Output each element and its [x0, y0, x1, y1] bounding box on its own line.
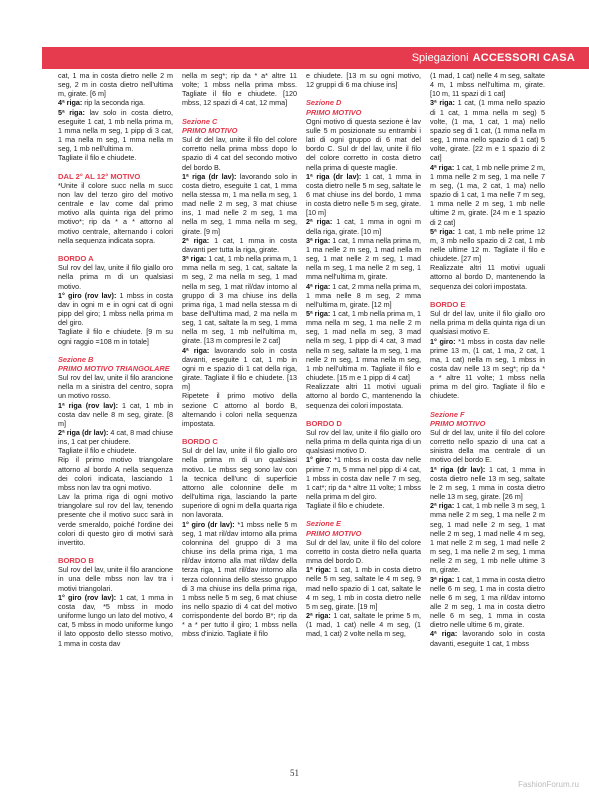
instruction-text: lav solo in costa dietro, eseguite 1 cat, 1 mb nella prima m, 1 mma nella m seg, 1 pipp di 3 cat, 1 ma nella m seg, 1 mma nella m seg, 1 mb nell'ultima m.	[58, 107, 173, 154]
section-heading: BORDO E	[430, 299, 466, 309]
row-label: 1° giro (rov lav):	[58, 592, 117, 602]
instruction-paragraph	[430, 309, 545, 336]
instruction-paragraph	[182, 172, 297, 236]
instruction-text: Tagliate il filo e chiudete.	[58, 446, 137, 456]
instruction-paragraph	[306, 309, 421, 382]
instruction-paragraph	[430, 227, 545, 264]
watermark: FashionForum.ru	[518, 780, 579, 789]
instruction-paragraph	[58, 98, 173, 107]
instruction-paragraph	[430, 501, 545, 574]
row-label: 4ª riga:	[430, 162, 455, 172]
row-label: 5ª riga:	[306, 309, 331, 318]
subsection-heading: PRIMO MOTIVO TRIANGOLARE	[58, 363, 170, 373]
instruction-paragraph	[58, 401, 173, 428]
instruction-paragraph	[182, 135, 297, 172]
instruction-text: e chiudete. [13 m su ogni motivo, 12 gruppi di 6 ma chiuse ins]	[306, 71, 421, 90]
instruction-paragraph	[58, 593, 173, 648]
instruction-text: 1 cat, 1 mma in costa dietro nelle 13 m seg, saltate le 2 m seg, 1 mma in costa dietro nelle 13 m seg, girate. [26 m]	[430, 464, 545, 502]
instruction-paragraph	[58, 446, 173, 455]
instruction-text: *Unite il colore succ nella m succ non lav del terzo giro del motivo centrale e lav come dal primo motivo alla quinta riga del primo motivo*; rip da * a * attorno al motivo centrale, alternando i colori nella sequenza indicata sopra.	[58, 180, 173, 245]
instruction-text: 4 cat, 8 mad chiuse ins, 1 cat per chiudere.	[58, 428, 173, 447]
instruction-paragraph	[306, 565, 421, 611]
section-heading: BORDO B	[58, 556, 94, 566]
instruction-paragraph	[182, 71, 297, 108]
row-label: 2ª riga:	[306, 217, 333, 227]
row-label: 4ª riga:	[58, 98, 83, 108]
row-label: 1ª riga (rov lav):	[58, 400, 119, 410]
row-label: 4ª riga:	[306, 281, 331, 291]
row-label: 3ª riga:	[306, 235, 331, 245]
row-label: 5ª riga:	[58, 107, 85, 117]
instruction-text: 1 cat, 1 mma in costa dav, *5 mbss in modo uniforme lungo un lato del motivo, 4 cat, 5 mbss in modo uniforme lungo il lato opposto dello stesso motivo, 1 mma in costa dav	[58, 592, 173, 648]
section-heading: BORDO A	[58, 253, 94, 263]
instruction-text: 1 cat, 1 mb nella prima m, 1 mma nella m seg, 1 ma nelle 2 m seg, 1 mad nella m seg, 3 mad nella m seg, 1 pipp di 4 cat, 3 mad nella m seg, saltate la m seg, 1 ma nelle 2 m seg, 1 mma nella m seg, 1 mb nell'ultima m. Tagliate il filo e chiudete. [15 m e 1 pipp di 4 cat]	[306, 309, 421, 383]
row-label: 1° giro (rov lav):	[58, 290, 117, 300]
subsection-heading: Sezione C	[182, 116, 218, 126]
instruction-paragraph	[430, 337, 545, 401]
instruction-paragraph	[182, 446, 297, 519]
row-label: 1° giro:	[430, 336, 456, 346]
row-label: 1° giro (dr lav):	[182, 519, 235, 529]
instruction-paragraph	[58, 428, 173, 446]
instruction-paragraph	[306, 611, 421, 638]
subsection-heading: Sezione E	[306, 519, 341, 529]
instruction-text: *1 mbss in costa dav nelle prime 7 m, 5 mma nel pipp di 4 cat, 1 mbss in costa dav nelle 7 m seg, 1 cat*; rip da * altre 11 volte; 1 mbss nella prima m del giro.	[306, 455, 421, 502]
instruction-text: (1 mad, 1 cat) nelle 4 m seg, saltate 4 m, 1 mbss nell'ultima m, girate. [10 m, 11 spazi di 1 cat]	[430, 71, 545, 99]
instruction-paragraph	[58, 291, 173, 328]
subsection-heading: PRIMO MOTIVO	[182, 125, 238, 135]
instruction-paragraph	[58, 108, 173, 154]
row-label: 1ª riga (dr lav):	[306, 171, 362, 181]
instruction-paragraph	[430, 71, 545, 98]
row-label: 4ª riga:	[430, 629, 458, 639]
instruction-text: 1 cat, 1 mb in costa dav nelle 8 m seg, girate. [8 m]	[58, 400, 173, 428]
row-label: 4ª riga:	[182, 345, 210, 355]
section-title: ACCESSORI CASA	[472, 52, 575, 64]
section-heading: BORDO C	[182, 437, 218, 447]
instruction-paragraph	[430, 465, 545, 502]
instruction-text: Realizzate altri 11 motivi uguali attorno al bordo C, mantenendo la sequenza dei colori impostata.	[306, 382, 421, 410]
instruction-paragraph	[182, 236, 297, 254]
instruction-text: 1 cat, 1 mma in costa dietro nelle 6 m seg, 1 ma in costa dietro nelle 6 m seg, 1 ma ril/dav intorno alle 2 m seg, 1 ma in costa dietro nelle 6 m seg, 1 mma in costa dietro nelle ultime 6 m, girate.	[430, 574, 545, 630]
instruction-paragraph	[306, 282, 421, 309]
instruction-text: 1 cat, 1 mma in costa davanti per tutta la riga, girate.	[182, 235, 297, 254]
instruction-text: 1 cat, saltate le prime 5 m, (1 mad, 1 cat) nelle 4 m seg, (1 mad, 1 cat) 2 volte nella m seg,	[306, 611, 421, 639]
row-label: 3ª riga:	[430, 574, 455, 584]
instruction-text: 1 mbss in costa dav in ogni m e in ogni cat di ogni pipp del giro; 1 mbss nella prima m del giro.	[58, 290, 173, 328]
column-1	[58, 71, 173, 763]
row-label: 1° giro:	[306, 455, 332, 465]
instruction-text: 1 cat, 1 mb nelle prime 2 m, 1 mma nelle 2 m seg, 1 ma nelle 7 m seg, (1 ma, 2 cat, 1 ma) nello spazio di 1 cat, 1 ma nelle 7 m seg, 1 mma nelle 2 m seg, 1 mb nelle ultime 2 m, girate. [24 m e 1 spazio di 2 cat]	[430, 162, 545, 227]
instruction-paragraph	[430, 263, 545, 290]
instruction-text: nella m seg*; rip da * a* altre 11 volte; 1 mbss nella prima mbss. Tagliate il filo e chiudete. [120 mbss, 12 spazi di 4 cat, 12 mma]	[182, 71, 297, 108]
instruction-text: 1 cat, 1 mb nelle prime 12 m, 3 mb nello spazio di 2 cat, 1 mb nelle ultime 12 m. Tagliate il filo e chiudete. [27 m]	[430, 226, 545, 264]
instruction-text: 1 cat, 1 mma nella prima m, 1 ma nelle 2 m seg, 1 mad nella m seg, 1 mat nelle 2 m seg, 1 mad nella m seg, 1 ma nelle 2 m seg, 1 mma nell'ultima m, girate.	[306, 235, 421, 282]
instruction-text: Ripetete il primo motivo della sezione C attorno al bordo B, alternando i colori nella sequenza impostata.	[182, 391, 297, 428]
instruction-paragraph	[306, 71, 421, 89]
instruction-text: Ogni motivo di questa sezione è lav sulle 5 m posizionate su entrambi i lati di ogni gruppo di 6 mat del bordo C. Sul dr del lav, unite il filo del colore corretto in costa dietro nella prima di queste maglie.	[306, 116, 421, 172]
instruction-paragraph	[306, 217, 421, 235]
row-label: 2ª riga:	[430, 501, 455, 511]
instruction-text: Sul rov del lav, unite il filo giallo oro nella prima m di un qualsiasi motivo.	[58, 263, 173, 291]
row-label: 1ª riga (dr lav):	[182, 171, 237, 181]
instruction-text: 1 cat, 2 mma nella prima m, 1 mma nelle 8 m seg, 2 mma nell'ultima m, girate. [12 m]	[306, 281, 421, 309]
section-heading: BORDO D	[306, 418, 342, 428]
instruction-text: *1 mbss in costa dav nelle prime 13 m, (1 cat, 1 ma, 2 cat, 1 ma, 1 cat) nella m seg, 1 mbss in costa dav nelle 13 m seg*; rip da * a * altre 11 volte; 1 mbss nella prima m del giro. Tagliate il filo e chiudete.	[430, 336, 545, 401]
instruction-paragraph	[182, 254, 297, 346]
instruction-text: cat, 1 ma in costa dietro nelle 2 m seg, 2 m in costa dietro nell'ultima m, girate. [6 m]	[58, 71, 173, 99]
instruction-paragraph	[306, 538, 421, 565]
instruction-text: 1 cat, 1 mb nella prima m, 1 mma nella m seg, 1 cat, saltate la m seg, 2 ma nella m seg, 1 mad nella m seg, 1 mat ril/dav intorno al gruppo di 3 ma chiuse ins della prima riga, 1 mad nella stessa m di base dell'ultima mad, 2 ma nella m seg, 1 cat, saltate la m seg, 1 mma nella m seg, 1 mb nell'ultima m, girate. [13 m compresi le 2 cat]	[182, 254, 297, 346]
instruction-paragraph	[430, 575, 545, 630]
instruction-text: lavorando solo in costa davanti, eseguite 1 cat, 1 mb in ogni m e spazio di 1 cat della riga, girate. Tagliate il filo e chiudete. [13 m]	[182, 345, 297, 392]
instruction-paragraph	[58, 71, 173, 98]
row-label: 2ª riga (dr lav):	[58, 428, 109, 437]
section-header-bar	[42, 47, 589, 69]
subsection-heading: Sezione F	[430, 409, 465, 419]
instruction-text: 1 cat, 1 mb nelle 3 m seg, 1 mma nelle 2 m seg, 1 ma nelle 2 m seg, 1 mad nelle 2 m seg, 1 mat nelle 2 m seg, 1 mad nelle 4 m seg, 1 mat nelle 2 m seg, 1 mad nelle 2 m seg, 1 ma nelle 2 m seg, 1 mma nelle 2 m seg, 1 mb nelle ultime 3 m, girate.	[430, 501, 545, 575]
instruction-text: Rip il primo motivo triangolare attorno al bordo A nella sequenza dei colori indicata, lasciando 1 mbss non lav tra ogni motivo.	[58, 455, 173, 492]
instruction-text: Tagliate il filo e chiudete.	[58, 153, 137, 163]
instruction-text: Sul rov del lav, unite il filo arancione in una delle mbss non lav tra i motivi triangolari.	[58, 565, 173, 593]
row-label: 1ª riga:	[306, 565, 332, 575]
subsection-heading: Sezione D	[306, 98, 342, 108]
instruction-text: 1 cat, 1 mb in costa dietro nelle 5 m seg, saltate le 4 m seg, 9 mad nello spazio di 1 cat, saltate le 4 m seg, 1 mb in costa dietro nelle 5 m seg, girate. [19 m]	[306, 565, 421, 611]
instruction-text: Realizzate altri 11 motivi uguali attorno al bordo D, mantenendo la sequenza dei colori impostata.	[430, 263, 545, 291]
instruction-paragraph	[430, 163, 545, 227]
instruction-paragraph	[182, 346, 297, 392]
instruction-paragraph	[58, 455, 173, 492]
instruction-paragraph	[306, 172, 421, 218]
instruction-text: lavorando solo in costa davanti, eseguite 1 cat, 1 mbss	[430, 629, 545, 648]
instruction-paragraph	[58, 327, 173, 345]
row-label: 2ª riga:	[306, 611, 331, 621]
column-3	[306, 71, 421, 763]
instruction-text: Tagliate il filo e chiudete.	[306, 501, 385, 511]
top-margin	[0, 0, 589, 48]
instruction-paragraph	[182, 391, 297, 428]
instruction-paragraph	[58, 492, 173, 547]
instruction-paragraph	[306, 428, 421, 455]
section-label: Spiegazioni	[411, 52, 469, 64]
instruction-text: 1 cat, (1 mma nello spazio di 1 cat, 1 mma nella m seg) 5 volte, (1 ma, 1 cat, 1 ma) nello spazio seg di 1 cat, (1 mma nella m seg, 1 mma nello spazio di 1 cat) 5 volte, girate. [22 m e 1 spazio di 2 cat]	[430, 98, 545, 163]
row-label: 3ª riga:	[182, 254, 207, 264]
section-heading: DAL 2° AL 12° MOTIVO	[58, 171, 141, 181]
instruction-paragraph	[58, 565, 173, 592]
instruction-text: Sul dr del lav, unite il filo del colore corretto nella prima mbss dopo lo spazio di 4 cat del secondo motivo del bordo B.	[182, 135, 297, 172]
instruction-paragraph	[430, 98, 545, 162]
subsection-heading: PRIMO MOTIVO	[430, 418, 486, 428]
instruction-text: Lav la prima riga di ogni motivo triangolare sul rov del lav, tenendo presente che il motivo succ sarà in verde smeraldo, poiché l'ordine dei colori di questo giro di motivi sarà invertito.	[58, 492, 173, 547]
instruction-paragraph	[58, 373, 173, 400]
instruction-paragraph	[306, 455, 421, 501]
instruction-text: 1 cat, 1 mma in ogni m della riga, girate. [10 m]	[306, 217, 421, 236]
instruction-paragraph	[58, 263, 173, 290]
instruction-paragraph	[58, 153, 173, 162]
instruction-text: Sul dr del lav, unite il filo del colore corretto in costa dietro nella quarta mma del bordo D.	[306, 537, 421, 566]
row-label: 3ª riga:	[430, 98, 455, 108]
instruction-text: Sul dr del lav, unite il filo giallo oro nella prima m della quinta riga di un qualsiasi motivo E.	[430, 309, 545, 337]
instruction-paragraph	[182, 520, 297, 639]
instruction-paragraph	[306, 382, 421, 409]
instruction-paragraph	[58, 181, 173, 245]
row-label: 2ª riga:	[182, 235, 210, 245]
subsection-heading: PRIMO MOTIVO	[306, 107, 362, 117]
instruction-text: lavorando solo in costa dietro, eseguite 1 cat, 1 mma nella stessa m, 1 ma nella m seg, 1 mad nelle 2 m seg, 3 mat chiuse ins, 1 mad nelle 2 m seg, 1 ma nella m seg, 1 mma nella m seg, girate. [9 m]	[182, 171, 297, 236]
instruction-paragraph	[306, 236, 421, 282]
instruction-text: rip la seconda riga.	[82, 98, 145, 108]
instruction-paragraph	[430, 629, 545, 647]
page-number: 51	[290, 768, 299, 778]
row-label: 5ª riga:	[430, 226, 455, 236]
instruction-text: *1 mbss nelle 5 m seg, 1 mat ril/dav intorno alla prima colonnina del gruppo di 3 ma chiuse ins della prima riga, 1 ma ril/dav intorno alla mat ril/dav della terza riga, 1 mat ril/dav intorno alla terza colonnina dello stesso gruppo di 3 ma chiuse ins della prima riga, 1 mbss nelle 5 m seg, 6 mat chiuse ins nello spazio di 4 cat del motivo corrispondente del bordo B*; rip da * a * per tutto il giro; 1 mbss nella mbss d'inizio. Tagliate il filo	[182, 519, 297, 639]
instruction-text: 1 cat, 1 mma in costa dietro nelle 5 m seg, saltate le 6 mat chiuse ins del bordo, 1 mma in costa dietro nelle 5 m seg, girate. [10 m]	[306, 171, 421, 218]
instruction-text: Sul dr del lav, unite il filo giallo oro nella prima m di un qualsiasi motivo. Le mbss seg sono lav con la tecnica dell'unc di superficie attorno alle colonnine delle m dell'ultima riga, lasciando la parte superiore di ogni m della quarta riga non lavorata.	[182, 446, 297, 520]
instruction-text: Sul rov del lav, unite il filo giallo oro nella prima m della quinta riga di un qualsiasi motivo D.	[306, 428, 421, 456]
column-4	[430, 71, 545, 763]
subsection-heading: Sezione B	[58, 354, 94, 364]
instruction-paragraph	[306, 117, 421, 172]
instruction-text: Tagliate il filo e chiudete. [9 m su ogni raggio =108 m in totale]	[58, 327, 173, 346]
column-2	[182, 71, 297, 763]
instruction-text: Sul rov del lav, unite il filo arancione nella m a sinistra del centro, sopra un motivo rosso.	[58, 373, 173, 401]
instruction-text: Sul dr del lav, unite il filo del colore corretto nello spazio di una cat a sinistra della ma centrale di un motivo del bordo E.	[430, 428, 545, 465]
text-columns	[58, 71, 547, 763]
instruction-paragraph	[306, 501, 421, 510]
row-label: 1ª riga (dr lav):	[430, 464, 486, 474]
instruction-paragraph	[430, 428, 545, 465]
subsection-heading: PRIMO MOTIVO	[306, 528, 362, 538]
